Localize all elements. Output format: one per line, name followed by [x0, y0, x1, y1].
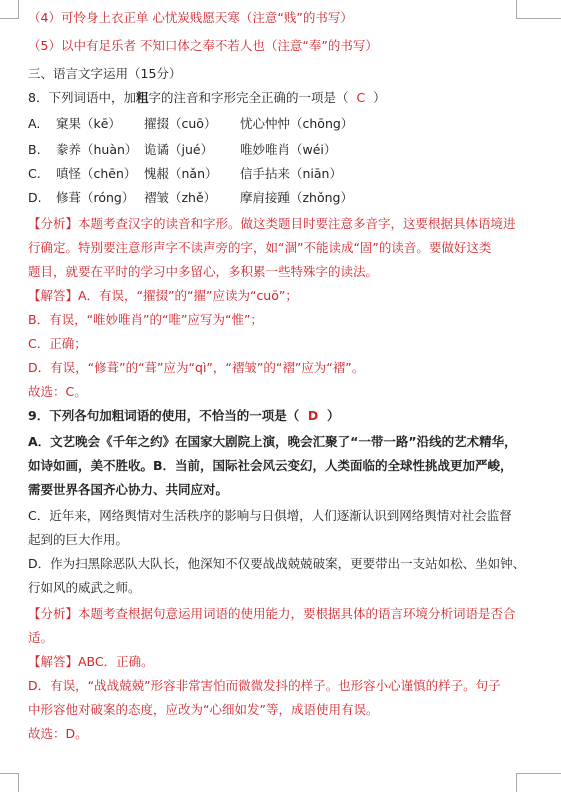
solution-8-line-3: C．正确；: [28, 336, 87, 351]
option-b: [28, 140, 336, 160]
option-word-3: 信手拈来（niān）: [240, 166, 342, 181]
option-word-1: 豢养（huàn）: [56, 142, 138, 157]
option-word-3: 唯妙唯肖（wéi）: [240, 142, 337, 157]
solution-8-conclusion: 故选：C。: [28, 384, 87, 399]
poem-line-4: （4）可怜身上衣正单 心忧炭贱愿天寒（注意“贱”的书写）: [28, 10, 353, 25]
poem-line-5: （5）以中有足乐者 不知口体之奉不若人也（注意“奉”的书写）: [28, 38, 378, 53]
question-8: [28, 88, 386, 108]
analysis-8-line-1: 【分析】本题考查汉字的读音和字形。做这类题目时要注意多音字，这要根据具体语境进: [28, 216, 516, 231]
analysis-9-line-2: 适。: [28, 630, 54, 645]
corner-mark-bottom-right: [516, 773, 561, 792]
analysis-8-line-2: 行确定。特别要注意形声字不读声旁的字，如“涸”不能读成“固”的读音。要做好这类: [28, 240, 492, 255]
solution-8-line-4: D．有误，“修葺”的“葺”应为“qì”，“褶皱”的“褶”应为“褶”。: [28, 360, 365, 375]
option-word-2: 愧赧（nǎn）: [144, 166, 218, 181]
q8-stem-end: ）: [373, 90, 386, 105]
solution-9-conclusion: 故选：D。: [28, 726, 88, 741]
option-label: A.: [28, 116, 41, 131]
q9-option-a-line-1: A．文艺晚会《千年之约》在国家大剧院上演，晚会汇聚了“一带一路”沿线的艺术精华，: [28, 434, 517, 449]
corner-mark-top-left: [0, 0, 19, 19]
q8-stem-b: 字的注音和字形完全正确的一项是（: [148, 90, 349, 105]
analysis-9-line-1: 【分析】本题考查根据句意运用词语的使用能力，要根据具体的语言环境分析词语是否合: [28, 606, 516, 621]
q8-bold-char: 粗: [135, 90, 149, 105]
q9-answer: D: [307, 408, 319, 423]
q9-stem-end: ）: [327, 408, 340, 423]
option-word-2: 诡谲（jué）: [144, 142, 214, 157]
option-word-2: 褶皱（zhě）: [144, 190, 217, 205]
q9-option-b-line: 需要世界各国齐心协力、共同应对。: [28, 482, 229, 497]
section-heading: 三、语言文字运用（15分）: [28, 66, 182, 81]
solution-8-line-1: 【解答】A．有误，“擢掇”的“擢”应读为“cuō”；: [28, 288, 298, 303]
option-word-1: 窠果（kē）: [56, 116, 121, 131]
q9-stem: 9．下列各句加粗词语的使用，不恰当的一项是（: [28, 408, 300, 423]
q9-option-d-line-2: 行如风的威武之师。: [28, 580, 141, 595]
solution-9-line-2: D．有误，“战战兢兢”形容非常害怕而微微发抖的样子。也形容小心谨慎的样子。句子: [28, 678, 501, 693]
q9-option-c-line-2: 起到的巨大作用。: [28, 532, 129, 547]
option-label: B.: [28, 142, 41, 157]
question-9: [28, 406, 340, 426]
option-a: [28, 114, 353, 134]
q9-option-d-line-1: D．作为扫黑除恶队大队长，他深知不仅要战战兢兢破案，更要带出一支站如松、坐如钟、: [28, 556, 526, 571]
q9-option-a-line-2: 如诗如画，美不胜收。B．当前，国际社会风云变幻，人类面临的全球性挑战更加严峻，: [28, 458, 513, 473]
option-word-1: 嗔怪（chēn）: [56, 166, 137, 181]
q8-stem-a: 8．下列词语中，加: [28, 90, 136, 105]
corner-mark-top-right: [516, 0, 561, 19]
option-c: [28, 164, 342, 184]
option-d: [28, 188, 353, 208]
solution-9-line-3: 中形容他对破案的态度，应改为“心细如发”等，成语使用有误。: [28, 702, 379, 717]
analysis-8-line-3: 题目，就要在平时的学习中多留心，多积累一些特殊字的读法。: [28, 264, 379, 279]
option-word-2: 擢掇（cuō）: [144, 116, 217, 131]
option-word-1: 修葺（róng）: [56, 190, 135, 205]
option-label: D.: [28, 190, 42, 205]
q8-answer: C: [356, 90, 366, 105]
option-word-3: 摩肩接踵（zhǒng）: [240, 190, 353, 205]
option-word-3: 忧心忡忡（chōng）: [240, 116, 354, 131]
q9-option-c-line-1: C．近年来，网络舆情对生活秩序的影响与日俱增，人们逐渐认识到网络舆情对社会监督: [28, 508, 512, 523]
corner-mark-bottom-left: [0, 773, 19, 792]
solution-9-line-1: 【解答】ABC．正确。: [28, 654, 154, 669]
solution-8-line-2: B．有误，“唯妙唯肖”的“唯”应写为“惟”；: [28, 312, 263, 327]
option-label: C.: [28, 166, 41, 181]
